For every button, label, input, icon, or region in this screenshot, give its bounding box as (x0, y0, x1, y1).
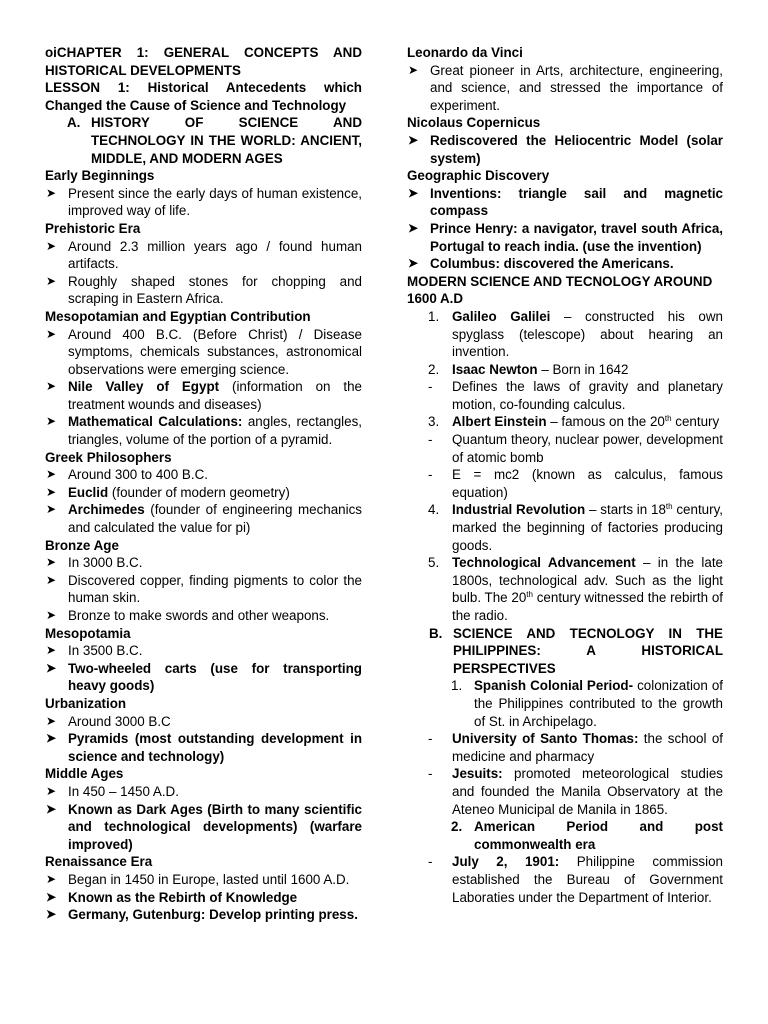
dash-marker: - (428, 731, 433, 747)
arrow-bullet-icon: ➤ (408, 62, 419, 77)
list-item: ➤ In 3000 B.C. (46, 555, 143, 571)
numbered-item: 1. Galileo Galilei – constructed his own spyglass (telescope) about hearing an invention. (428, 308, 723, 360)
arrow-bullet-icon: ➤ (408, 185, 419, 200)
document-page (45, 44, 723, 974)
list-item: ➤ Euclid (founder of modern geometry) (46, 484, 290, 500)
section-a-heading (45, 114, 362, 167)
list-item: ➤ Prince Henry: a navigator, travel south Africa, Portugal to reach india. (use the invention) (408, 220, 723, 254)
list-item: ➤ Around 400 B.C. (Before Christ) / Disease symptoms, chemicals substances, astronomical observations were emerging science. (46, 326, 362, 377)
arrow-bullet-icon: ➤ (46, 643, 57, 658)
section-b-number: B. (429, 625, 443, 641)
arrow-bullet-icon: ➤ (46, 379, 57, 394)
arrow-bullet-icon: ➤ (46, 889, 57, 904)
heading-mesopotamian-egyptian: Mesopotamian and Egyptian Contribution (45, 308, 311, 324)
arrow-bullet-icon: ➤ (408, 256, 419, 271)
list-item: ➤ Germany, Gutenburg: Develop printing press. (46, 907, 358, 923)
dash-marker: - (428, 766, 433, 782)
list-item: ➤ Inventions: triangle sail and magnetic compass (408, 185, 723, 219)
list-item: ➤ Bronze to make swords and other weapons. (46, 608, 330, 623)
dash-item: - Defines the laws of gravity and planetary motion, co-founding calculus. (428, 379, 723, 412)
numbered-item: 5. Technological Advancement – in the late 1800s, technological adv. Such as the light bulb. The 20th century witnessed the rebirth of the radio. (428, 555, 723, 623)
heading-geographic-discovery: Geographic Discovery (407, 168, 550, 184)
heading-bronze-age: Bronze Age (45, 537, 119, 553)
dash-item: - Jesuits: promoted meteorological studies and founded the Manila Observatory at the Ateneo Municipal de Manila in 1865. (428, 766, 723, 817)
arrow-bullet-icon: ➤ (46, 326, 57, 341)
lesson-title: LESSON 1: Historical Antecedents which Changed the Cause of Science and Technology (45, 80, 362, 113)
arrow-bullet-icon: ➤ (46, 801, 57, 816)
heading-urbanization: Urbanization (45, 695, 127, 711)
arrow-bullet-icon: ➤ (408, 132, 419, 147)
arrow-bullet-icon: ➤ (46, 238, 57, 253)
arrow-bullet-icon: ➤ (408, 220, 419, 235)
arrow-bullet-icon: ➤ (46, 185, 57, 200)
arrow-bullet-icon: ➤ (46, 484, 57, 499)
list-item: ➤ In 3500 B.C. (46, 643, 143, 659)
list-item: ➤ Around 2.3 million years ago / found human artifacts. (46, 238, 362, 272)
arrow-bullet-icon: ➤ (46, 871, 57, 886)
section-a-number: A. (67, 115, 81, 131)
dash-item: - University of Santo Thomas: the school of medicine and pharmacy (428, 731, 724, 764)
list-item: ➤ Mathematical Calculations: angles, rectangles, triangles, volume of the portion of a pyramid. (46, 414, 363, 448)
left-column (45, 44, 362, 924)
arrow-bullet-icon: ➤ (46, 783, 57, 798)
dash-item: - E = mc2 (known as calculus, famous equation) (428, 467, 723, 500)
arrow-bullet-icon: ➤ (46, 572, 57, 587)
numbered-item: 2. American Period and post commonwealth era (451, 819, 723, 852)
list-item: ➤ Began in 1450 in Europe, lasted until 1600 A.D. (46, 871, 350, 887)
arrow-bullet-icon: ➤ (46, 467, 57, 482)
list-item: ➤ In 450 – 1450 A.D. (46, 783, 179, 799)
list-item: ➤ Rediscovered the Heliocentric Model (solar system) (408, 132, 723, 166)
list-item: ➤ Nile Valley of Egypt (information on the treatment wounds and diseases) (46, 379, 362, 412)
heading-middle-ages: Middle Ages (45, 766, 124, 782)
chapter-title: oiCHAPTER 1: GENERAL CONCEPTS AND HISTORICAL DEVELOPMENTS (45, 45, 362, 78)
list-item: ➤ Two-wheeled carts (use for transporting heavy goods) (46, 660, 362, 694)
heading-mesopotamia: Mesopotamia (45, 625, 131, 641)
section-a-title: HISTORY OF SCIENCE AND TECHNOLOGY IN THE WORLD: ANCIENT, MIDDLE, AND MODERN AGES (91, 115, 362, 166)
right-column (407, 44, 723, 906)
list-item: ➤ Around 300 to 400 B.C. (46, 467, 208, 483)
heading-renaissance-era: Renaissance Era (45, 854, 153, 870)
arrow-bullet-icon: ➤ (46, 660, 57, 675)
arrow-bullet-icon: ➤ (46, 414, 57, 429)
arrow-bullet-icon: ➤ (46, 502, 57, 517)
heading-early-beginnings: Early Beginnings (45, 168, 155, 184)
list-item: ➤ Discovered copper, finding pigments to color the human skin. (46, 572, 362, 606)
list-item: ➤ Pyramids (most outstanding development in science and technology) (46, 731, 362, 764)
list-item: ➤ Present since the early days of human existence, improved way of life. (46, 185, 362, 219)
heading-greek-philosophers: Greek Philosophers (45, 449, 172, 465)
list-item: ➤ Roughly shaped stones for chopping and scraping in Eastern Africa. (46, 273, 362, 307)
arrow-bullet-icon: ➤ (46, 907, 57, 922)
list-item: ➤ Around 3000 B.C (46, 713, 171, 729)
list-item: ➤ Known as Dark Ages (Birth to many scientific and technological developments) (warfare improved) (46, 801, 362, 852)
list-item: ➤ Archimedes (founder of engineering mechanics and calculated the value for pi) (46, 502, 362, 536)
list-item: ➤ Columbus: discovered the Americans. (408, 256, 674, 272)
arrow-bullet-icon: ➤ (46, 608, 57, 622)
dash-item: - July 2, 1901: Philippine commission established the Bureau of Government Laboraties under the Department of Interior. (428, 854, 723, 905)
numbered-item: 2. Isaac Newton – Born in 1642 (428, 361, 629, 377)
dash-marker: - (428, 854, 433, 870)
heading-modern-science: MODERN SCIENCE AND TECNOLOGY AROUND 1600 A.D (407, 273, 713, 307)
dash-marker: - (428, 467, 433, 483)
dash-marker: - (428, 432, 433, 448)
list-item: ➤ Great pioneer in Arts, architecture, engineering, and science, and stressed the importance of experiment. (408, 62, 723, 113)
heading-leonardo-da-vinci: Leonardo da Vinci (407, 45, 523, 60)
numbered-item: 4. Industrial Revolution – starts in 18th century, marked the beginning of factories producing goods. (428, 502, 724, 553)
section-b-title: SCIENCE AND TECNOLOGY IN THE PHILIPPINES: A HISTORICAL PERSPECTIVES (453, 625, 723, 676)
numbered-item: 1. Spanish Colonial Period- colonization of the Philippines contributed to the growth of St. in Archipelago. (451, 678, 723, 729)
dash-marker: - (428, 379, 433, 395)
heading-prehistoric-era: Prehistoric Era (45, 220, 141, 236)
heading-nicolaus-copernicus: Nicolaus Copernicus (407, 115, 541, 131)
arrow-bullet-icon: ➤ (46, 731, 57, 746)
arrow-bullet-icon: ➤ (46, 555, 57, 570)
arrow-bullet-icon: ➤ (46, 273, 57, 288)
numbered-item: 3. Albert Einstein – famous on the 20th century (428, 414, 720, 430)
list-item: ➤ Known as the Rebirth of Knowledge (46, 889, 298, 905)
dash-item: - Quantum theory, nuclear power, development of atomic bomb (428, 432, 723, 465)
arrow-bullet-icon: ➤ (46, 713, 57, 728)
section-b-heading (407, 625, 723, 678)
